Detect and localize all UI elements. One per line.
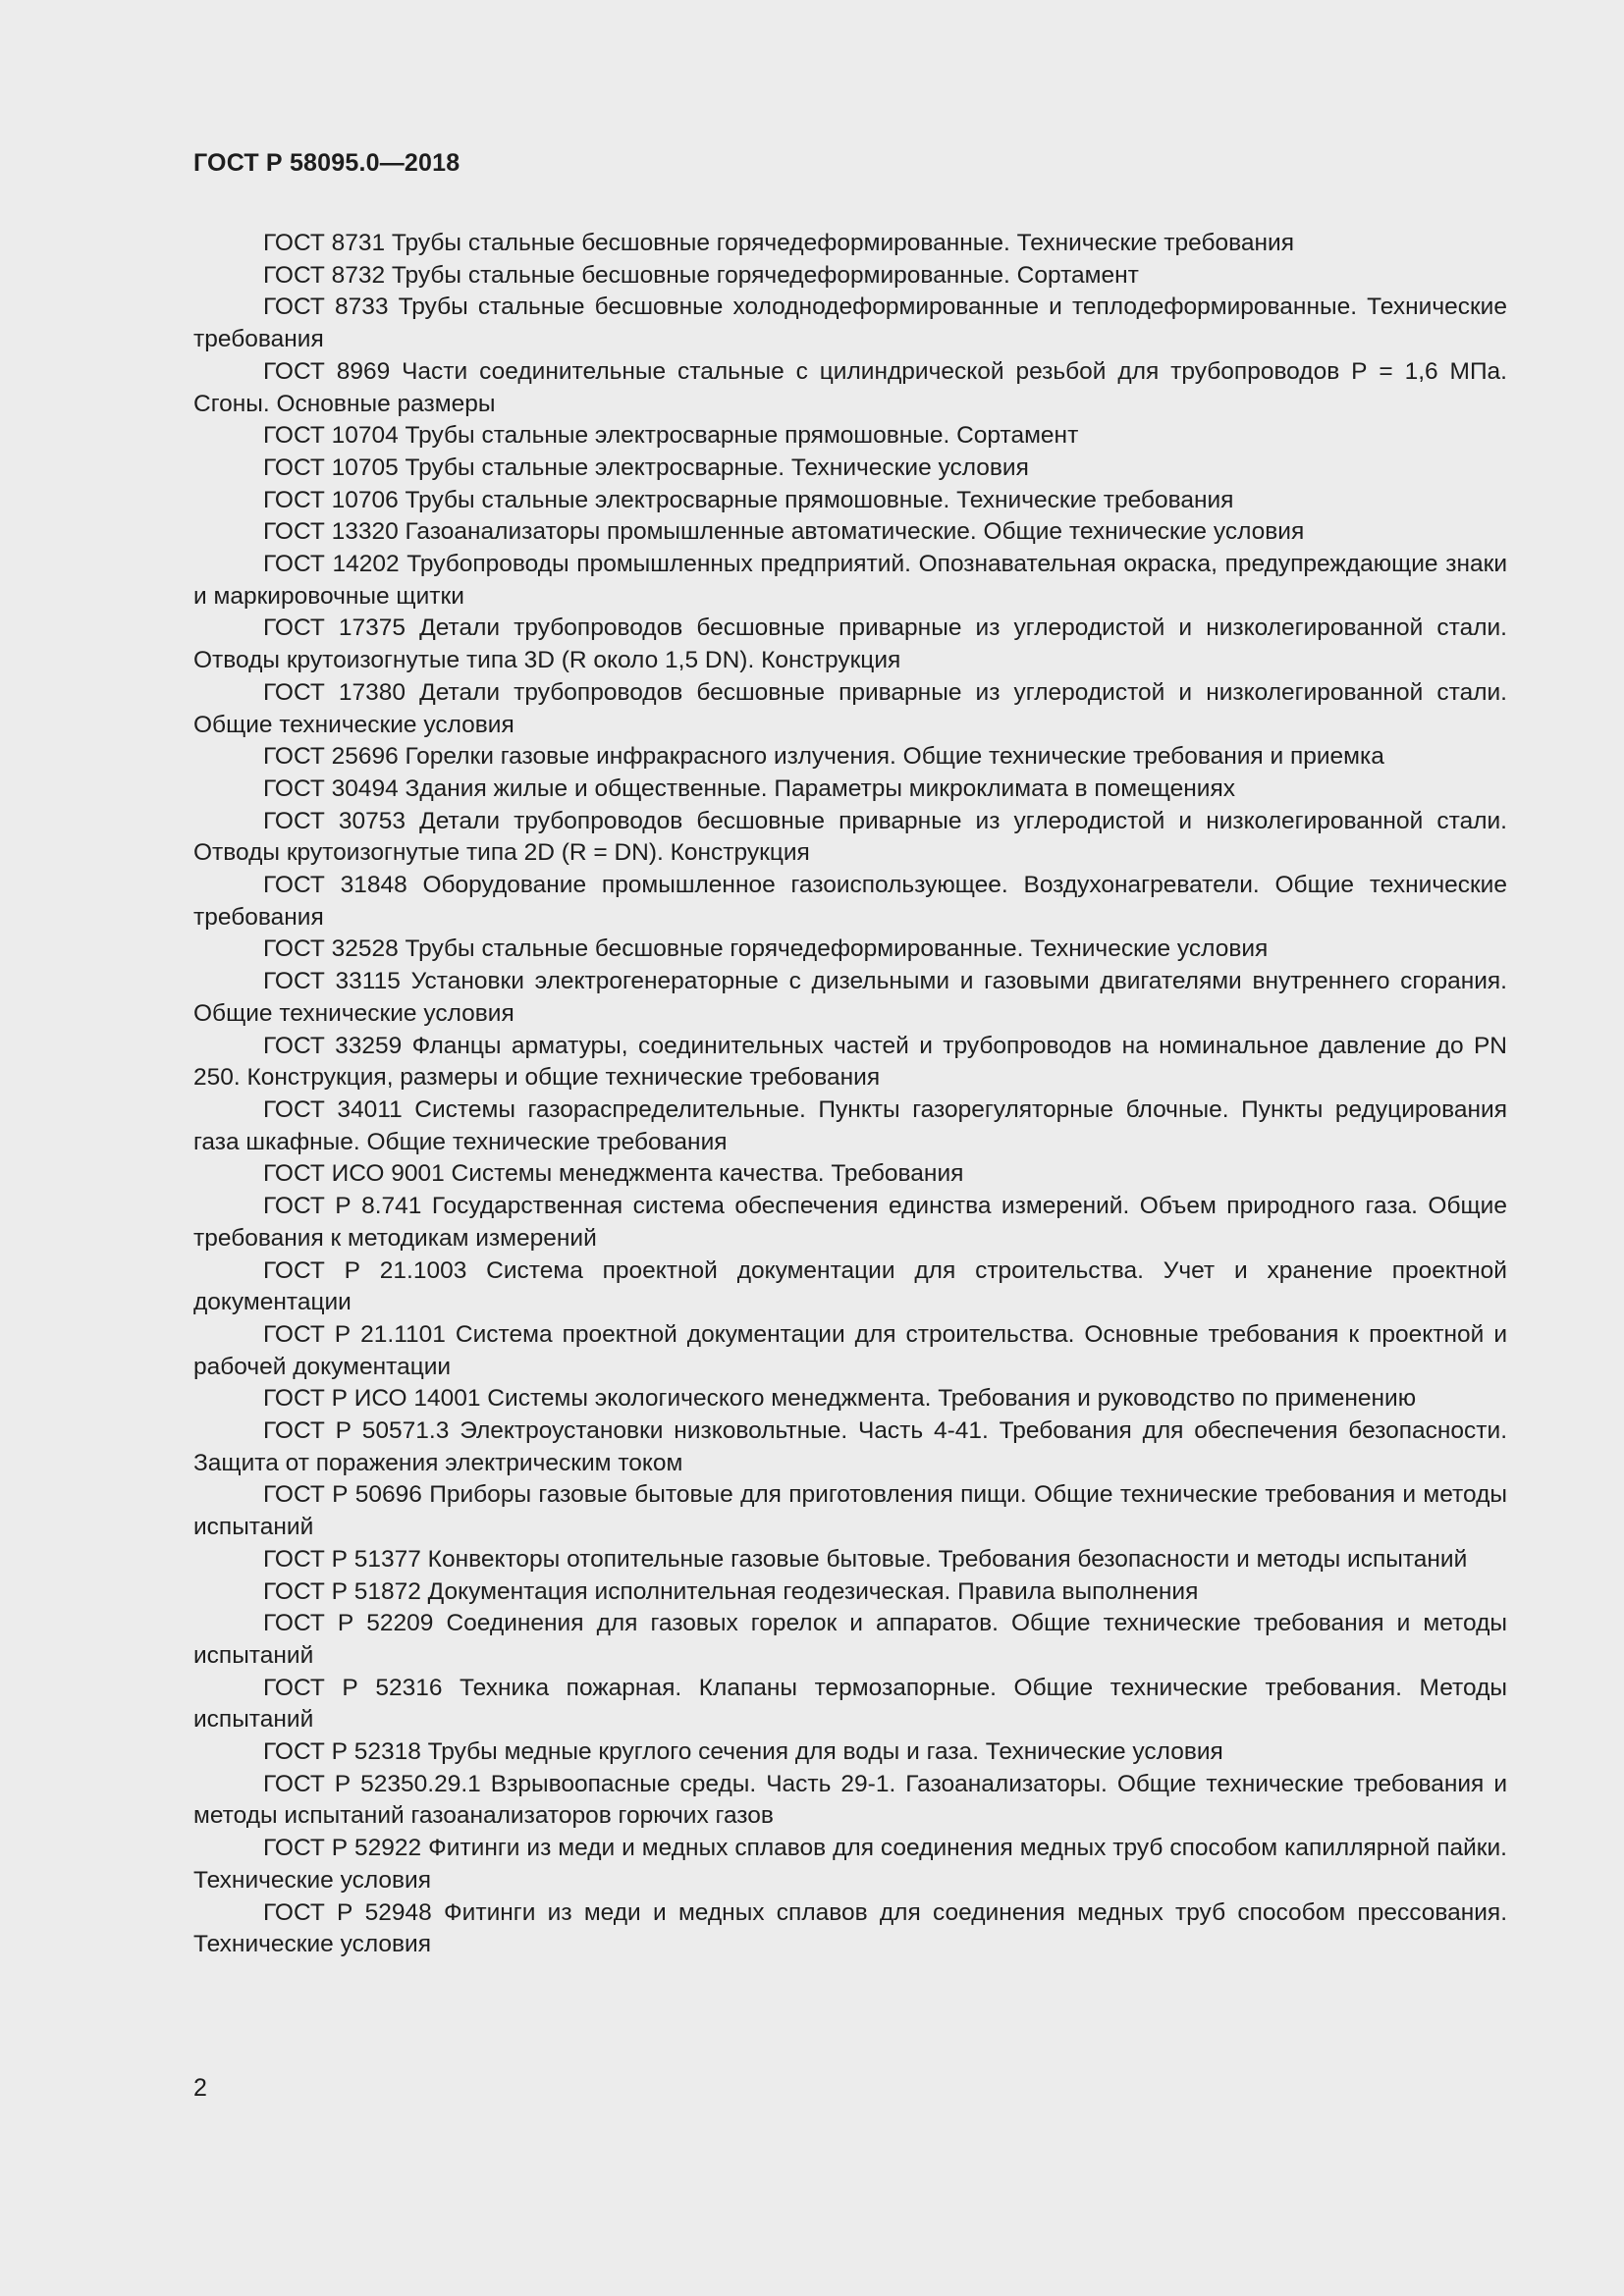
reference-item: ГОСТ 31848 Оборудование промышленное газоиспользующее. Воздухонагреватели. Общие технические требования [193, 872, 1507, 931]
reference-item: ГОСТ ИСО 9001 Системы менеджмента качества. Требования [263, 1160, 964, 1188]
reference-item: ГОСТ 25696 Горелки газовые инфракрасного излучения. Общие технические требования и приемка [263, 743, 1384, 771]
reference-item: ГОСТ 8731 Трубы стальные бесшовные горячедеформированные. Технические требования [263, 230, 1294, 256]
reference-item: ГОСТ 30753 Детали трубопроводов бесшовные приварные из углеродистой и низколегированной стали. Отводы крутоизогнутые типа 2D (R = DN). Конструкция [193, 807, 1507, 867]
reference-item: ГОСТ 30494 Здания жилые и общественные. Параметры микроклимата в помещениях [263, 774, 1235, 802]
reference-item: ГОСТ 8969 Части соединительные стальные с цилиндрической резьбой для трубопроводов Р = 1,6 МПа. Сгоны. Основные размеры [193, 357, 1507, 417]
reference-item: ГОСТ 17375 Детали трубопроводов бесшовные приварные из углеродистой и низколегированной стали. Отводы крутоизогнутые типа 3D (R около 1,5 DN). Конструкция [193, 614, 1507, 674]
reference-item: ГОСТ 17380 Детали трубопроводов бесшовные приварные из углеродистой и низколегированной стали. Общие технические условия [193, 678, 1507, 738]
reference-item: ГОСТ Р 52318 Трубы медные круглого сечения для воды и газа. Технические условия [263, 1738, 1223, 1766]
reference-item: ГОСТ Р 21.1003 Система проектной документации для строительства. Учет и хранение проектной документации [193, 1256, 1507, 1316]
reference-item: ГОСТ Р 50696 Приборы газовые бытовые для приготовления пищи. Общие технические требования и методы испытаний [193, 1481, 1507, 1541]
reference-item: ГОСТ 34011 Системы газораспределительные. Пункты газорегуляторные блочные. Пункты редуцирования газа шкафные. Общие технические требования [193, 1095, 1507, 1155]
reference-item: ГОСТ Р 52350.29.1 Взрывоопасные среды. Часть 29-1. Газоанализаторы. Общие технические требования и методы испытаний газоанализаторов горючих газов [193, 1770, 1507, 1830]
reference-item: ГОСТ Р 50571.3 Электроустановки низковольтные. Часть 4-41. Требования для обеспечения безопасности. Защита от поражения электрическим током [193, 1417, 1507, 1476]
reference-item: ГОСТ 13320 Газоанализаторы промышленные автоматические. Общие технические условия [263, 518, 1305, 546]
reference-item: ГОСТ Р 8.741 Государственная система обеспечения единства измерений. Объем природного газа. Общие требования к методикам измерений [193, 1193, 1507, 1252]
reference-item: ГОСТ Р ИСО 14001 Системы экологического менеджмента. Требования и руководство по применению [263, 1385, 1417, 1413]
reference-item: ГОСТ Р 52209 Соединения для газовых горелок и аппаратов. Общие технические требования и методы испытаний [193, 1610, 1507, 1669]
reference-list [193, 228, 1507, 1961]
reference-item: ГОСТ 32528 Трубы стальные бесшовные горячедеформированные. Технические условия [263, 935, 1269, 963]
reference-item: ГОСТ 33115 Установки электрогенераторные с дизельными и газовыми двигателями внутреннего сгорания. Общие технические условия [193, 968, 1507, 1027]
reference-item: ГОСТ Р 51377 Конвекторы отопительные газовые бытовые. Требования безопасности и методы испытаний [263, 1545, 1468, 1573]
reference-item: ГОСТ Р 51872 Документация исполнительная геодезическая. Правила выполнения [263, 1577, 1199, 1605]
reference-item: ГОСТ 10704 Трубы стальные электросварные прямошовные. Сортамент [263, 422, 1079, 450]
reference-item: ГОСТ Р 52922 Фитинги из меди и медных сплавов для соединения медных труб способом капиллярной пайки. Технические условия [193, 1835, 1507, 1894]
reference-item: ГОСТ Р 52948 Фитинги из меди и медных сплавов для соединения медных труб способом прессования. Технические условия [193, 1898, 1507, 1958]
reference-item: ГОСТ Р 52316 Техника пожарная. Клапаны термозапорные. Общие технические требования. Методы испытаний [193, 1674, 1507, 1734]
reference-item: ГОСТ 10706 Трубы стальные электросварные прямошовные. Технические требования [263, 486, 1234, 513]
reference-item: ГОСТ 8733 Трубы стальные бесшовные холоднодеформированные и теплодеформированные. Технические требования [193, 294, 1507, 353]
reference-item: ГОСТ 33259 Фланцы арматуры, соединительных частей и трубопроводов на номинальное давление до PN 250. Конструкция, размеры и общие технические требования [193, 1032, 1507, 1092]
reference-item: ГОСТ Р 21.1101 Система проектной документации для строительства. Основные требования к проектной и рабочей документации [193, 1320, 1507, 1380]
reference-item: ГОСТ 14202 Трубопроводы промышленных предприятий. Опознавательная окраска, предупреждающие знаки и маркировочные щитки [193, 551, 1507, 610]
reference-item: ГОСТ 10705 Трубы стальные электросварные. Технические условия [263, 454, 1029, 481]
page-number: 2 [193, 2074, 207, 2102]
reference-item: ГОСТ 8732 Трубы стальные бесшовные горячедеформированные. Сортамент [263, 261, 1139, 289]
document-header: ГОСТ Р 58095.0—2018 [193, 149, 460, 177]
